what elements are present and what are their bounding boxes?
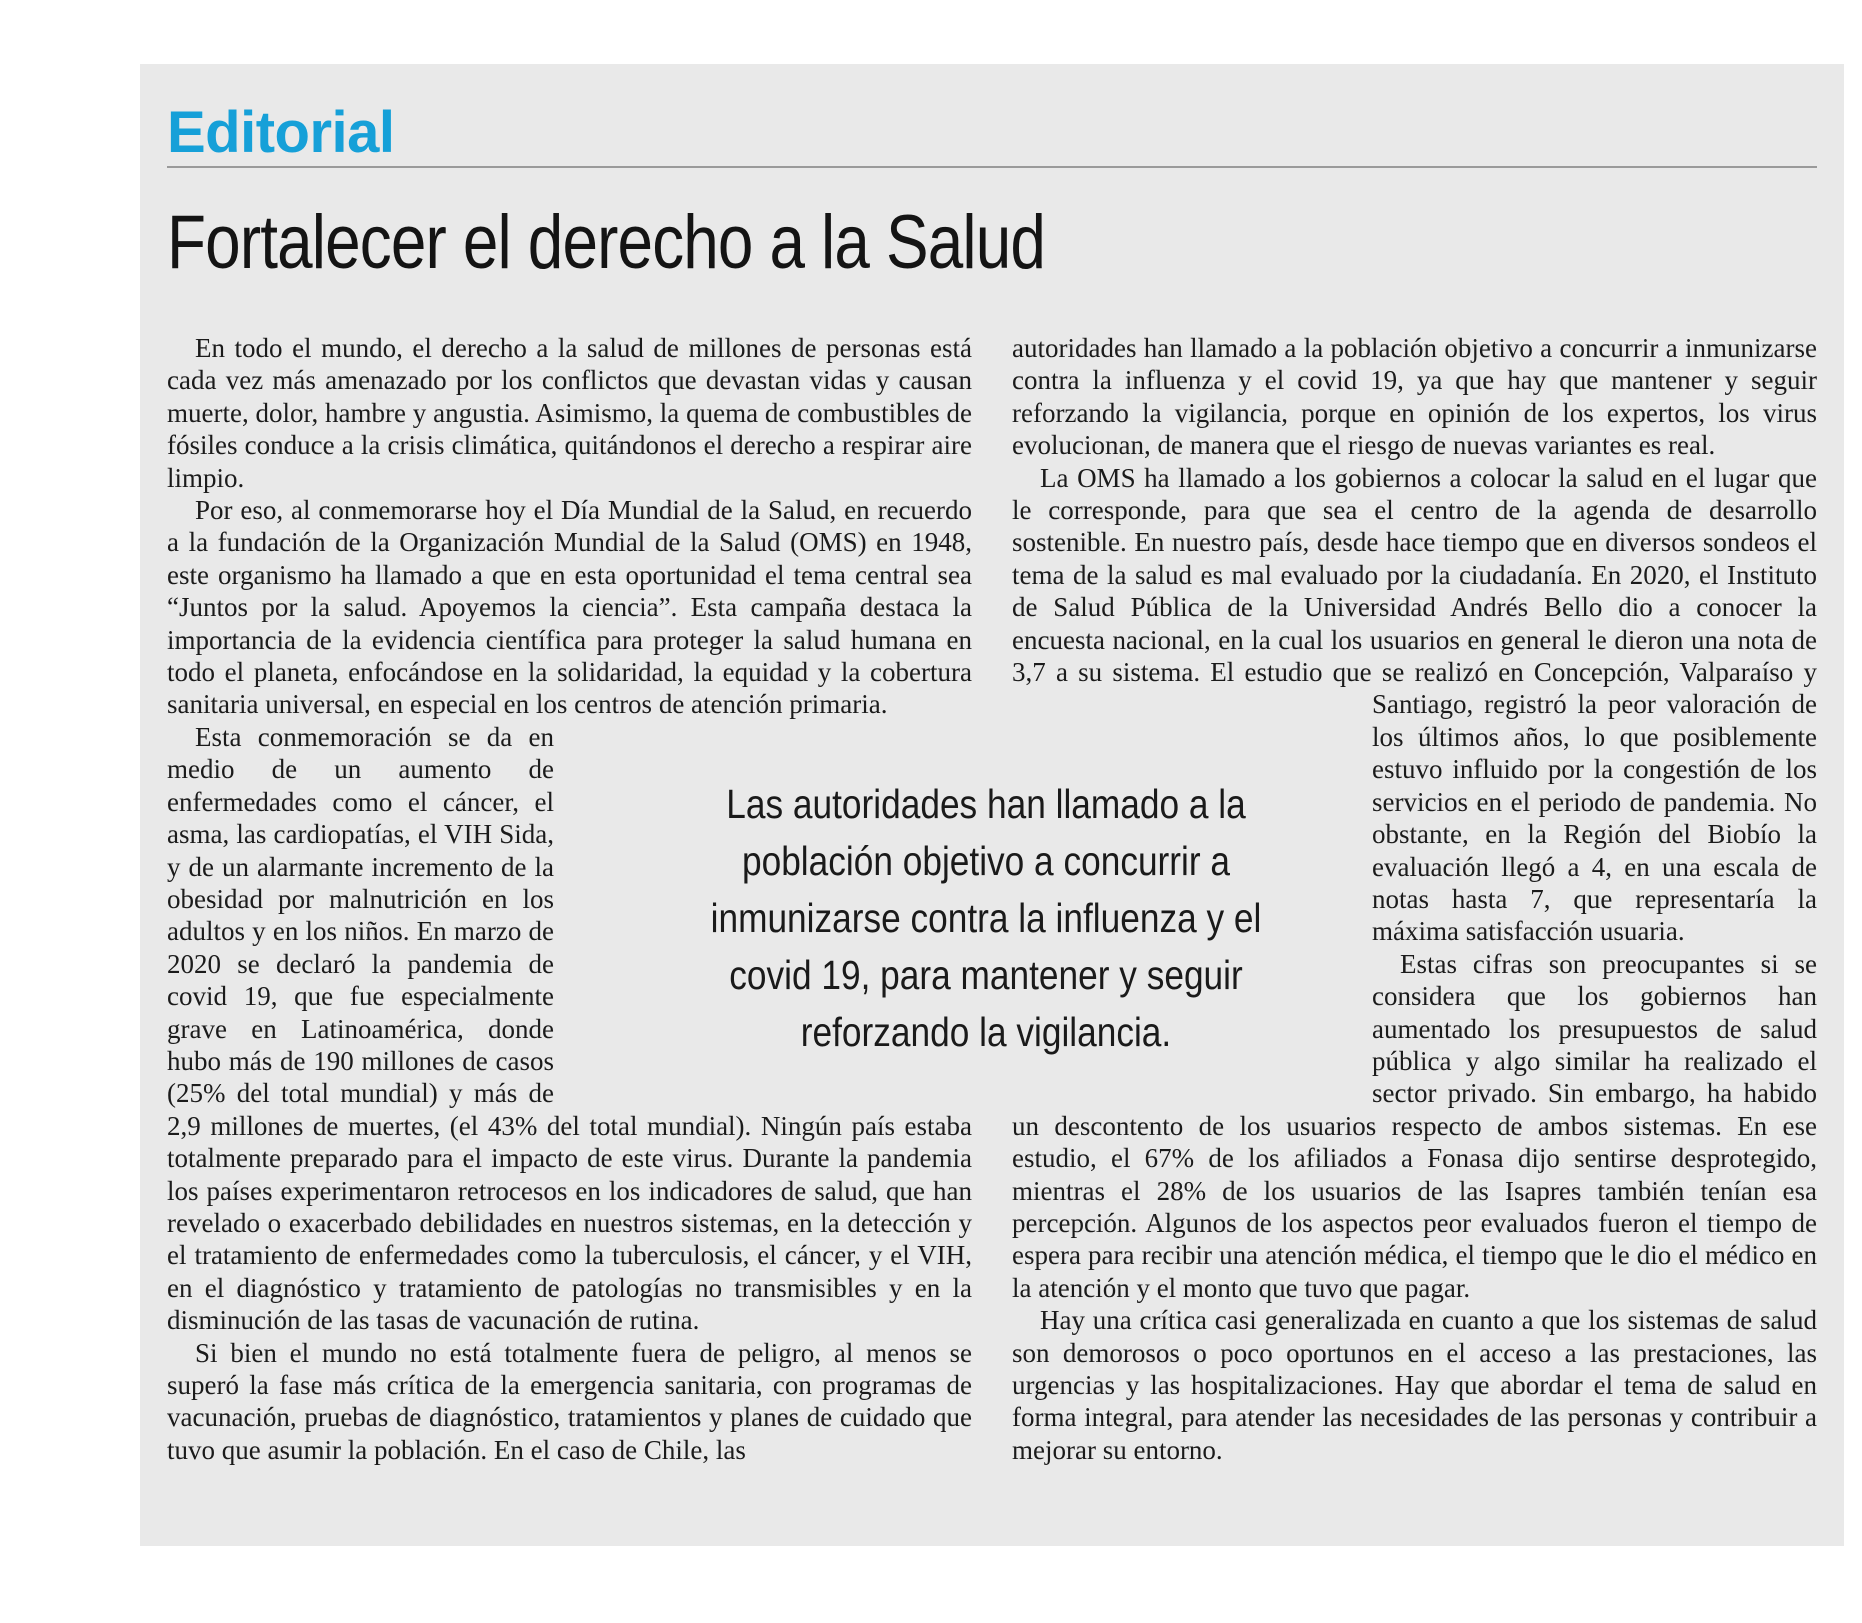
paragraph: Si bien el mundo no está totalmente fuera de peligro, al menos se superó la fase más crítica de la emergencia sanitaria, con programas de vacunación, pruebas de diagnóstico, tratamientos y planes de cuidado que tuvo que asumir la población. En el caso de Chile, las	[167, 1337, 972, 1465]
paragraph-part: Concepción, Valparaíso y Santiago, registró la peor valoración de los últimos años, lo que posiblemente estuvo influido por la congestión de los servicios en el periodo de pandemia. No obstante, en la Región del Biobío la evaluación llegó a 4, en una escala de notas hasta 7, que representaría la máxima satisfacción usuaria.	[1372, 657, 1817, 947]
paragraph: Por eso, al conmemorarse hoy el Día Mundial de la Salud, en recuerdo a la fundación de la Organización Mundial de la Salud (OMS) en 1948, este organismo ha llamado a que en esta oportunidad el tema central sea “Juntos por la salud. Apoyemos la ciencia”. Esta campaña destaca la importancia de la evidencia científica para proteger la salud humana en todo el planeta, enfocándose en la solidaridad, la equidad y la cobertura sanitaria universal, en especial en los centros de atención primaria.	[167, 495, 972, 720]
paragraph: Esta conmemoración se da en medio de un aumento de enfermedades como el cáncer, el asma, las cardiopatías, el VIH Sida, y de un alarmante incremento de la obesidad por malnutrición en los adultos y en los niños. En marzo de 2020 se declaró la pandemia de covid 19, que fue especialmente grave en Latinoamérica, donde hubo más de 190 millones de casos (25% del total mundial) y más de 2,9 millones de muertes, (el 43% del total mundial). Ningún país estaba totalmente preparado para el impacto de este virus. Durante la pandemia los países experimentaron retrocesos en los indicadores de salud, que han revelado o exacerbado debilidades en nuestros sistemas, en la detección y el tratamiento de enfermedades como la tuberculosis, el cáncer, y el VIH, en el diagnóstico y tratamiento de patologías no transmisibles y en la disminución de las tasas de vacunación de rutina.	[167, 721, 972, 1336]
paragraph: En todo el mundo, el derecho a la salud de millones de personas está cada vez más amenazado por los conflictos que devastan vidas y causan muerte, dolor, hambre y angustia. Asimismo, la quema de combustibles de fósiles conduce a la crisis climática, quitándonos el derecho a respirar aire limpio.	[167, 333, 972, 493]
editorial-page	[140, 64, 1844, 1546]
paragraph-part: La OMS ha llamado a los gobiernos a colocar la salud en el lugar que le corresponde, para que sea el centro de la agenda de desarrollo sostenible. En nuestro país, desde hace tiempo que en diversos sondeos el tema de la salud es mal evaluado por la ciudadanía. En 2020, el Instituto de Salud Pública de la Universidad Andrés Bello dio a conocer la encuesta nacional, en la cual los usuarios en general le dieron una nota de 3,7 a su sistema. El estudio que se realizó en	[1012, 462, 1817, 688]
pull-quote: Las autoridades han llamado a la población objetivo a concurrir a inmunizarse contra la influenza y el covid 19, para mantener y seguir reforzando la vigilancia.	[710, 781, 1262, 1055]
section-divider	[167, 166, 1817, 168]
paragraph: Estas cifras son preocupantes si se considera que los gobiernos han aumentado los presupuestos de salud pública y algo similar ha realizado el sector privado. Sin embargo, ha habido un descontento de los usuarios respecto de ambos sistemas. En ese estudio, el 67% de los afiliados a Fonasa dijo sentirse desprotegido, mientras el 28% de los usuarios de las Isapres también tenían esa percepción. Algunos de los aspectos peor evaluados fueron el tiempo de espera para recibir una atención médica, el tiempo que le dio el médico en la atención y el monto que tuvo que pagar.	[1012, 948, 1817, 1303]
article-headline: Fortalecer el derecho a la Salud	[167, 200, 1046, 285]
section-label: Editorial	[167, 100, 395, 165]
paragraph: Hay una crítica casi generalizada en cuanto a que los sistemas de salud son demorosos o poco oportunos en el acceso a las prestaciones, las urgencias y las hospitalizaciones. Hay que abordar el tema de salud en forma integral, para atender las necesidades de las personas y contribuir a mejorar su entorno.	[1012, 1305, 1817, 1465]
paragraph: autoridades han llamado a la población objetivo a concurrir a inmunizarse contra la influenza y el covid 19, ya que hay que mantener y seguir reforzando la vigilancia, porque en opinión de los expertos, los virus evolucionan, de manera que el riesgo de nuevas variantes es real.	[1012, 333, 1817, 461]
